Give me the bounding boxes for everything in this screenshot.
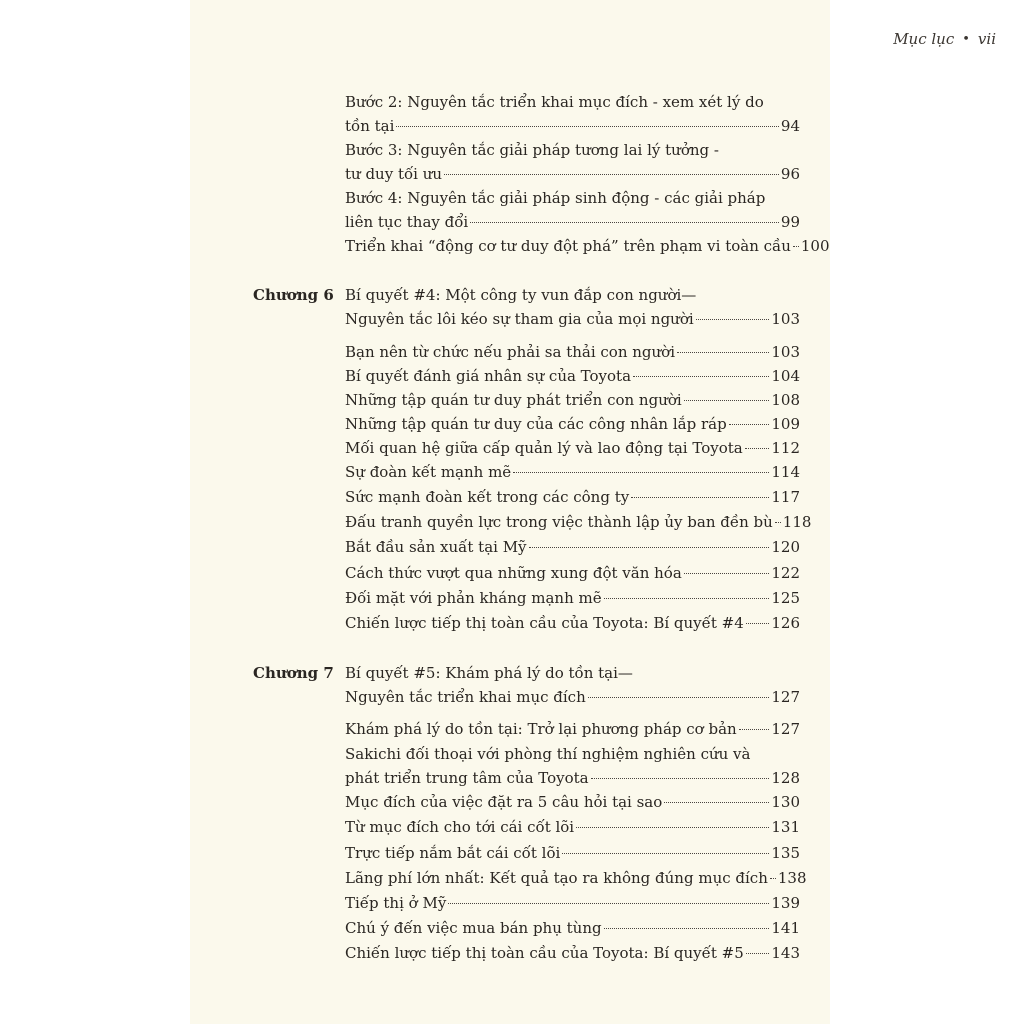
- toc-entry: [345, 388, 800, 412]
- toc-entry-text: Bạn nên từ chức nếu phải sa thải con người: [345, 343, 676, 361]
- chapter-6-label: Chương 6: [253, 286, 334, 304]
- chapter-7-title: [345, 661, 800, 709]
- header-section: Mục lục: [893, 30, 955, 48]
- toc-entry-text: Triển khai “động cơ tư duy đột phá” trên phạm vi toàn cầu: [345, 237, 791, 255]
- toc-entry-text: Sự đoàn kết mạnh mẽ: [345, 463, 512, 481]
- toc-entry-page: 112: [771, 439, 800, 457]
- toc-entry-text: Những tập quán tư duy của các công nhân lắp ráp: [345, 415, 727, 433]
- toc-entry-page: 141: [771, 919, 800, 937]
- header-bullet: •: [962, 31, 970, 47]
- toc-entry-line1: Bước 2: Nguyên tắc triển khai mục đích - xem xét lý do: [345, 93, 764, 111]
- toc-entry-text: liên tục thay đổi: [345, 213, 469, 231]
- toc-entry-text: Tiếp thị ở Mỹ: [345, 894, 447, 912]
- running-header: [893, 30, 996, 48]
- toc-entry-page: 143: [771, 944, 800, 962]
- toc-entry-page: 131: [771, 818, 800, 836]
- toc-entry: [345, 535, 800, 559]
- toc-entry: [345, 866, 807, 890]
- toc-entry: [345, 790, 800, 814]
- chapter-title-line1: Bí quyết #5: Khám phá lý do tồn tại—: [345, 664, 633, 682]
- toc-entry: [345, 412, 800, 436]
- toc-entry-page: 128: [771, 769, 800, 787]
- toc-entry-page: 96: [780, 165, 800, 183]
- toc-entry: [345, 815, 800, 839]
- toc-entry-line1: Sakichi đối thoại với phòng thí nghiệm nghiên cứu và: [345, 745, 751, 763]
- toc-entry: [345, 90, 800, 138]
- toc-entry-page: 125: [771, 589, 800, 607]
- toc-entry-page: 100: [800, 237, 830, 255]
- toc-entry: [345, 611, 800, 635]
- toc-entry: [345, 485, 800, 509]
- toc-entry-page: 114: [771, 463, 800, 481]
- toc-entry-page: 109: [771, 415, 800, 433]
- toc-entry: [345, 186, 800, 234]
- toc-entry-page: 138: [777, 869, 807, 887]
- chapter-title-page: 127: [771, 688, 800, 706]
- chapter-7-label: Chương 7: [253, 664, 334, 682]
- toc-entry-line1: Bước 3: Nguyên tắc giải pháp tương lai lý tưởng -: [345, 141, 719, 159]
- toc-entry: [345, 941, 800, 965]
- chapter-6-title: [345, 283, 800, 331]
- toc-entry: [345, 340, 800, 364]
- toc-entry-page: 94: [780, 117, 800, 135]
- toc-entry-text: Chiến lược tiếp thị toàn cầu của Toyota: Bí quyết #5: [345, 944, 744, 962]
- toc-entry-page: 99: [780, 213, 800, 231]
- toc-entry: [345, 891, 800, 915]
- toc-entry-text: phát triển trung tâm của Toyota: [345, 769, 589, 787]
- toc-entry-text: Đấu tranh quyền lực trong việc thành lập ủy ban đền bù: [345, 513, 773, 531]
- chapter-title-text: Nguyên tắc lôi kéo sự tham gia của mọi người: [345, 310, 694, 328]
- toc-entry: [345, 436, 800, 460]
- toc-entry-text: Cách thức vượt qua những xung đột văn hóa: [345, 564, 682, 582]
- toc-entry-page: 139: [771, 894, 800, 912]
- toc-entry-text: Khám phá lý do tồn tại: Trở lại phương pháp cơ bản: [345, 720, 737, 738]
- toc-entry-text: Những tập quán tư duy phát triển con người: [345, 391, 682, 409]
- toc-entry: [345, 510, 812, 534]
- toc-entry: [345, 364, 800, 388]
- toc-entry-page: 126: [771, 614, 800, 632]
- toc-entry: [345, 586, 800, 610]
- toc-entry-text: Chiến lược tiếp thị toàn cầu của Toyota: Bí quyết #4: [345, 614, 744, 632]
- toc-entry-page: 118: [782, 513, 812, 531]
- header-page-number: vii: [977, 30, 996, 48]
- toc-entry: [345, 717, 800, 741]
- chapter-title-page: 103: [771, 310, 800, 328]
- toc-entry-text: Trực tiếp nắm bắt cái cốt lõi: [345, 844, 561, 862]
- toc-entry-text: Chú ý đến việc mua bán phụ tùng: [345, 919, 602, 937]
- toc-entry-page: 108: [771, 391, 800, 409]
- toc-entry: [345, 561, 800, 585]
- toc-entry-text: Mối quan hệ giữa cấp quản lý và lao động tại Toyota: [345, 439, 743, 457]
- toc-entry: [345, 460, 800, 484]
- toc-entry-text: Đối mặt với phản kháng mạnh mẽ: [345, 589, 602, 607]
- toc-entry-line1: Bước 4: Nguyên tắc giải pháp sinh động - các giải pháp: [345, 189, 766, 207]
- toc-entry-text: Từ mục đích cho tới cái cốt lõi: [345, 818, 575, 836]
- toc-entry-page: 117: [771, 488, 800, 506]
- toc-entry-page: 122: [771, 564, 800, 582]
- toc-entry-page: 103: [771, 343, 800, 361]
- toc-entry-page: 135: [771, 844, 800, 862]
- toc-entry-text: Bí quyết đánh giá nhân sự của Toyota: [345, 367, 632, 385]
- chapter-title-line1: Bí quyết #4: Một công ty vun đắp con người—: [345, 286, 697, 304]
- toc-entry-text: tồn tại: [345, 117, 395, 135]
- toc-entry: [345, 916, 800, 940]
- toc-entry-page: 120: [771, 538, 800, 556]
- toc-entry: [345, 742, 800, 790]
- toc-entry-text: Lãng phí lớn nhất: Kết quả tạo ra không đúng mục đích: [345, 869, 768, 887]
- toc-entry-text: Mục đích của việc đặt ra 5 câu hỏi tại sao: [345, 793, 663, 811]
- toc-entry: [345, 234, 830, 258]
- toc-entry-text: tư duy tối ưu: [345, 165, 443, 183]
- toc-entry: [345, 138, 800, 186]
- toc-entry-text: Bắt đầu sản xuất tại Mỹ: [345, 538, 527, 556]
- toc-entry-text: Sức mạnh đoàn kết trong các công ty: [345, 488, 630, 506]
- chapter-title-text: Nguyên tắc triển khai mục đích: [345, 688, 586, 706]
- toc-entry-page: 130: [771, 793, 800, 811]
- toc-entry-page: 127: [771, 720, 800, 738]
- toc-entry: [345, 841, 800, 865]
- toc-entry-page: 104: [771, 367, 800, 385]
